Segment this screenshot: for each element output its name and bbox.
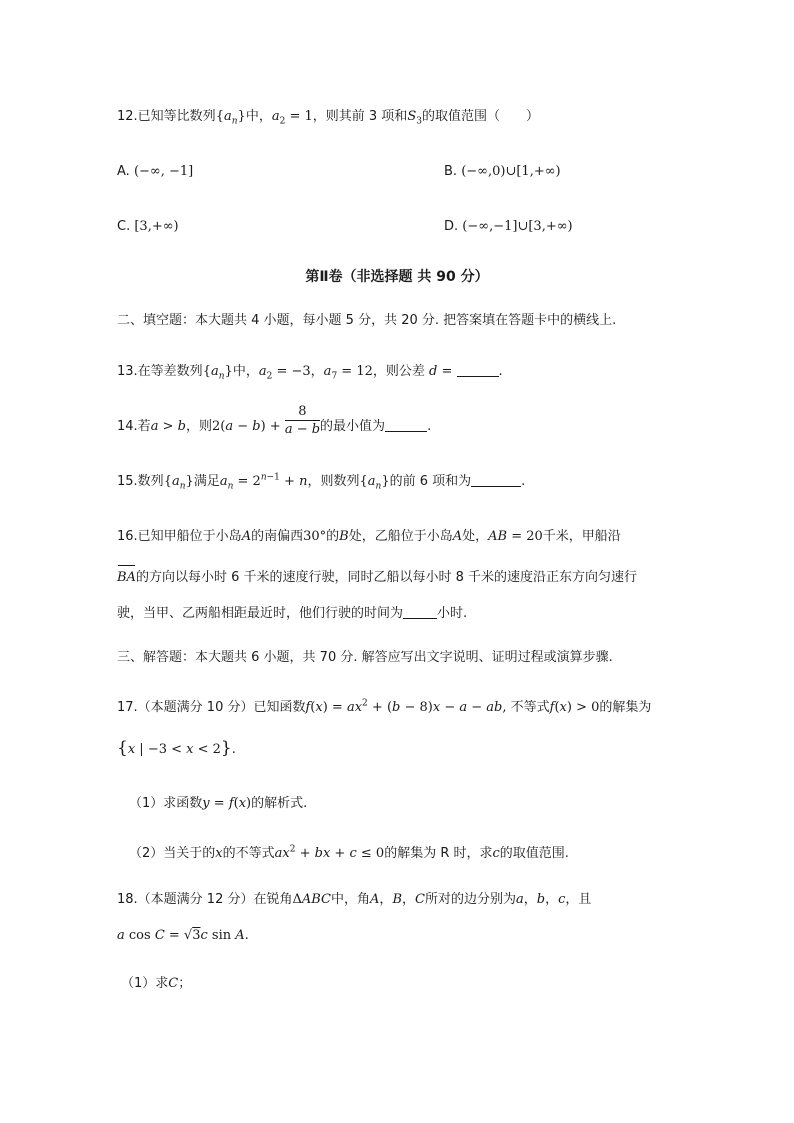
q16-line-2: BA的方向以每小时 6 千米的速度行驶，同时乙船以每小时 8 千米的速度沿正东方向匀速行 xyxy=(117,568,637,588)
q12-option-b: B. (−∞,0)∪[1,+∞) xyxy=(444,164,561,179)
q15: 15.数列$\{a_n\}$满足$a_n = 2^{n-1} + n$，则数列$\{a_n\}$的前 6 项和为 . xyxy=(117,472,526,492)
section-2-title: 第Ⅱ卷（非选择题 共 90 分） xyxy=(305,269,489,285)
q13-answer-blank xyxy=(457,362,499,377)
q17-part-1: （1）求函数y = f(x)的解析式. xyxy=(129,796,308,811)
q18-line-1: 18.（本题满分 12 分）在锐角ΔABC中，角A，B，C所对的边分别为a，b，c，且 xyxy=(117,892,592,907)
q15-answer-blank xyxy=(471,472,521,487)
q12-option-d: D. (−∞,−1]∪[3,+∞) xyxy=(444,219,573,234)
q14-answer-blank xyxy=(385,417,427,432)
q12-option-a: A. (−∞, −1] xyxy=(117,164,194,179)
section-2-instructions: 二、填空题：本大题共 4 小题，每小题 5 分，共 20 分. 把答案填在答题卡中的横线上. xyxy=(117,313,617,328)
q17-part-2: （2）当关于的x的不等式$ax^2$ + bx + c ≤ 0的解集为 R 时，求c的取值范围. xyxy=(129,844,569,861)
q12-stem: 12.已知等比数列$\{a_n\}$中，$a_2 = 1$，则其前 3 项和$S_3$的取值范围（ ） xyxy=(117,109,539,127)
q17-solution-set: {x | −3 < x < 2}. xyxy=(117,738,236,758)
q16-answer-blank xyxy=(403,604,437,619)
q17-line-1: 17.（本题满分 10 分）已知函数$f(x) = ax^2 + (b - 8)x - a$ − ab, 不等式f(x) > 0的解集为 xyxy=(117,698,652,715)
q12-option-c: C. [3,+∞) xyxy=(117,219,179,234)
q16-line-3: 驶，当甲、乙两船相距最近时，他们行驶的时间为 小时. xyxy=(117,606,468,621)
q13: 13.在等差数列$\{a_n\}$中，$a_2 = -3$，$a_7 = 12$，则公差 d = . xyxy=(117,364,503,382)
section-3-instructions: 三、解答题：本大题共 6 小题，共 70 分. 解答应写出文字说明、证明过程或演算步骤. xyxy=(117,650,613,665)
q14: 14.若a > b，则2(a − b) + $\frac{8}{a - b}$ 的最小值为 . xyxy=(117,404,432,437)
q16-line-1: 16.已知甲船位于小岛A的南偏西30°的B处，乙船位于小岛A处，AB = 20千米，甲船沿 xyxy=(117,529,621,544)
q18-part-1: （1）求C； xyxy=(121,976,192,991)
q18-condition: a cos C = √3c sin A. xyxy=(117,928,249,943)
